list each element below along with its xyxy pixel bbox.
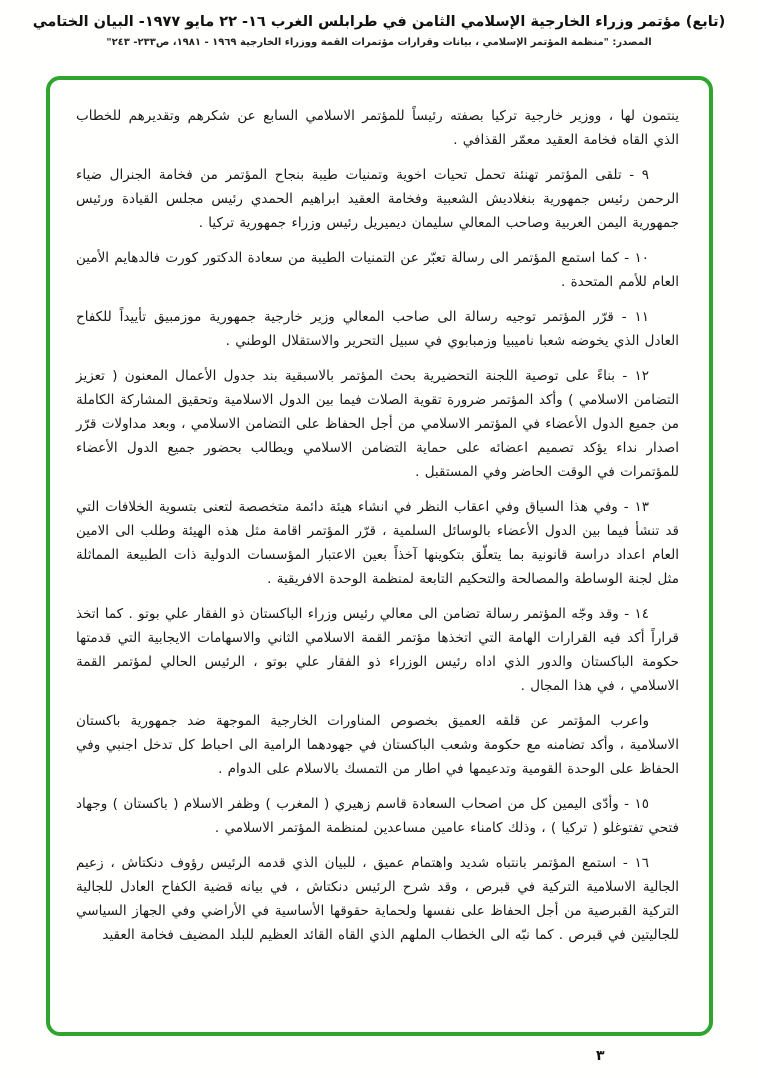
- document-title: (تابع) مؤتمر وزراء الخارجية الإسلامي الثامن في طرابلس الغرب ١٦- ٢٢ مايو ١٩٧٧- البيان الختامي: [32, 14, 726, 30]
- paragraph-item-15: ١٥ - وأدّى اليمين كل من اصحاب السعادة قاسم زهيري ( المغرب ) وظفر الاسلام ( باكستان ) وجهاد فتحي تفتوغلو ( تركيا ) ، وذلك كامناء عامين مساعدين لمنظمة المؤتمر الاسلامي .: [76, 796, 679, 836]
- paragraph-item-13: ١٣ - وفي هذا السياق وفي اعقاب النظر في انشاء هيئة دائمة متخصصة لتعنى بتسوية الخلافات التي قد تنشأ فيما بين الدول الأعضاء بالوسائل السلمية ، قرّر المؤتمر اقامة مثل هذه الهيئة وطلب الى الامين العام اعداد دراسة قانونية بما يتعلّق بتكوينها آخذاً بعين الاعتبار المؤسسات الدولية ذات الطبيعة المماثلة مثل لجنة الوساطة والمصالحة والتحكيم التابعة لمنظمة الوحدة الافريقية .: [76, 499, 679, 587]
- paragraph-item-16: ١٦ - استمع المؤتمر بانتباه شديد واهتمام عميق ، للبيان الذي قدمه الرئيس رؤوف دنكتاش ، زعيم الجالية الاسلامية التركية في قبرص ، وقد شرح الرئيس دنكتاش ، في بيانه قضية الكفاح العادل للجالية التركية القبرصية من أجل الحفاظ على نفسها ولحماية حقوقها الأساسية في الأراضي وفي الجهاز السياسي للجاليتين في قبرص . كما نبّه الى الخطاب الملهم الذي القاه القائد العظيم للبلد المضيف فخامة العقيد: [76, 855, 679, 943]
- paragraph-item-12: ١٢ - بناءً على توصية اللجنة التحضيرية بحث المؤتمر بالاسبقية بند جدول الأعمال المعنون ( تعزيز التضامن الاسلامي ) وأكد المؤتمر ضرورة تقوية الصلات فيما بين الدول الاسلامية وتحقيق المشاركة الكاملة من جميع الدول الأعضاء في المؤتمر الاسلامي من أجل الحفاظ على التضامن الاسلامي ، وبعد مداولات قرّر اصدار نداء يؤكد تصميم اعضائه على حماية التضامن الاسلامي ويطالب بحضور جميع الدول الأعضاء للمؤتمرات في الوقت الحاضر وفي المستقبل .: [75, 368, 679, 480]
- page-number: ٣: [596, 1048, 605, 1064]
- paragraph-item-11: ١١ - قرّر المؤتمر توجيه رسالة الى صاحب المعالي وزير خارجية جمهورية موزمبيق تأييداً للكفاح العادل الذي يخوضه شعبا ناميبيا وزمبابوي في سبيل التحرير والاستقلال الوطني .: [76, 309, 679, 349]
- paragraph-item-9: ٩ - تلقى المؤتمر تهنئة تحمل تحيات اخوية وتمنيات طيبة بنجاح المؤتمر من فخامة الجنرال ضياء الرحمن رئيس جمهورية بنغلاديش الشعبية وفخامة العقيد ابراهيم الحمدي رئيس مجلس القيادة ورئيس جمهورية اليمن العربية وصاحب المعالي سليمان ديميريل رئيس وزراء جمهورية تركيا .: [76, 167, 679, 231]
- paragraph-item-14: ١٤ - وقد وجّه المؤتمر رسالة تضامن الى معالي رئيس وزراء الباكستان ذو الفقار علي بوتو . كما اتخذ قراراً أكد فيه القرارات الهامة التي اتخذها مؤتمر القمة الاسلامي الثاني والاسهامات الايجابية التي قدمتها حكومة الباكستان والدور الذي اداه رئيس الوزراء ذو الفقار علي بوتو ، الرئيس الحالي لمؤتمر القمة الاسلامي ، في هذا المجال .: [76, 606, 679, 694]
- paragraph-continuation: ينتمون لها ، ووزير خارجية تركيا بصفته رئيساً للمؤتمر الاسلامي السابع عن شكرهم وتقديرهم للخطاب الذي القاه فخامة العقيد معمّر القذافي .: [76, 108, 679, 148]
- source-line: المصدر: "منظمة المؤتمر الإسلامي ، بيانات وقرارات مؤتمرات القمة ووزراء الخارجية ١٩٦٩ - ١٩٨١، ص٢٣٣- ٢٤٣": [106, 37, 652, 48]
- paragraph-item-10: ١٠ - كما استمع المؤتمر الى رسالة تعبّر عن التمنيات الطيبة من سعادة الدكتور كورت فالدهايم الأمين العام للأمم المتحدة .: [76, 250, 679, 290]
- green-border-frame: [46, 76, 713, 1036]
- paragraph-item-14b: واعرب المؤتمر عن قلقه العميق بخصوص المناورات الخارجية الموجهة ضد جمهورية باكستان الاسلامية ، وأكد تضامنه مع حكومة وشعب الباكستان في جهودهما الرامية الى احباط كل تدخل اجنبي وفي الحفاظ على الوحدة القومية وتدعيمها في اطار من التمسك بالاسلام على الدوام .: [76, 713, 679, 777]
